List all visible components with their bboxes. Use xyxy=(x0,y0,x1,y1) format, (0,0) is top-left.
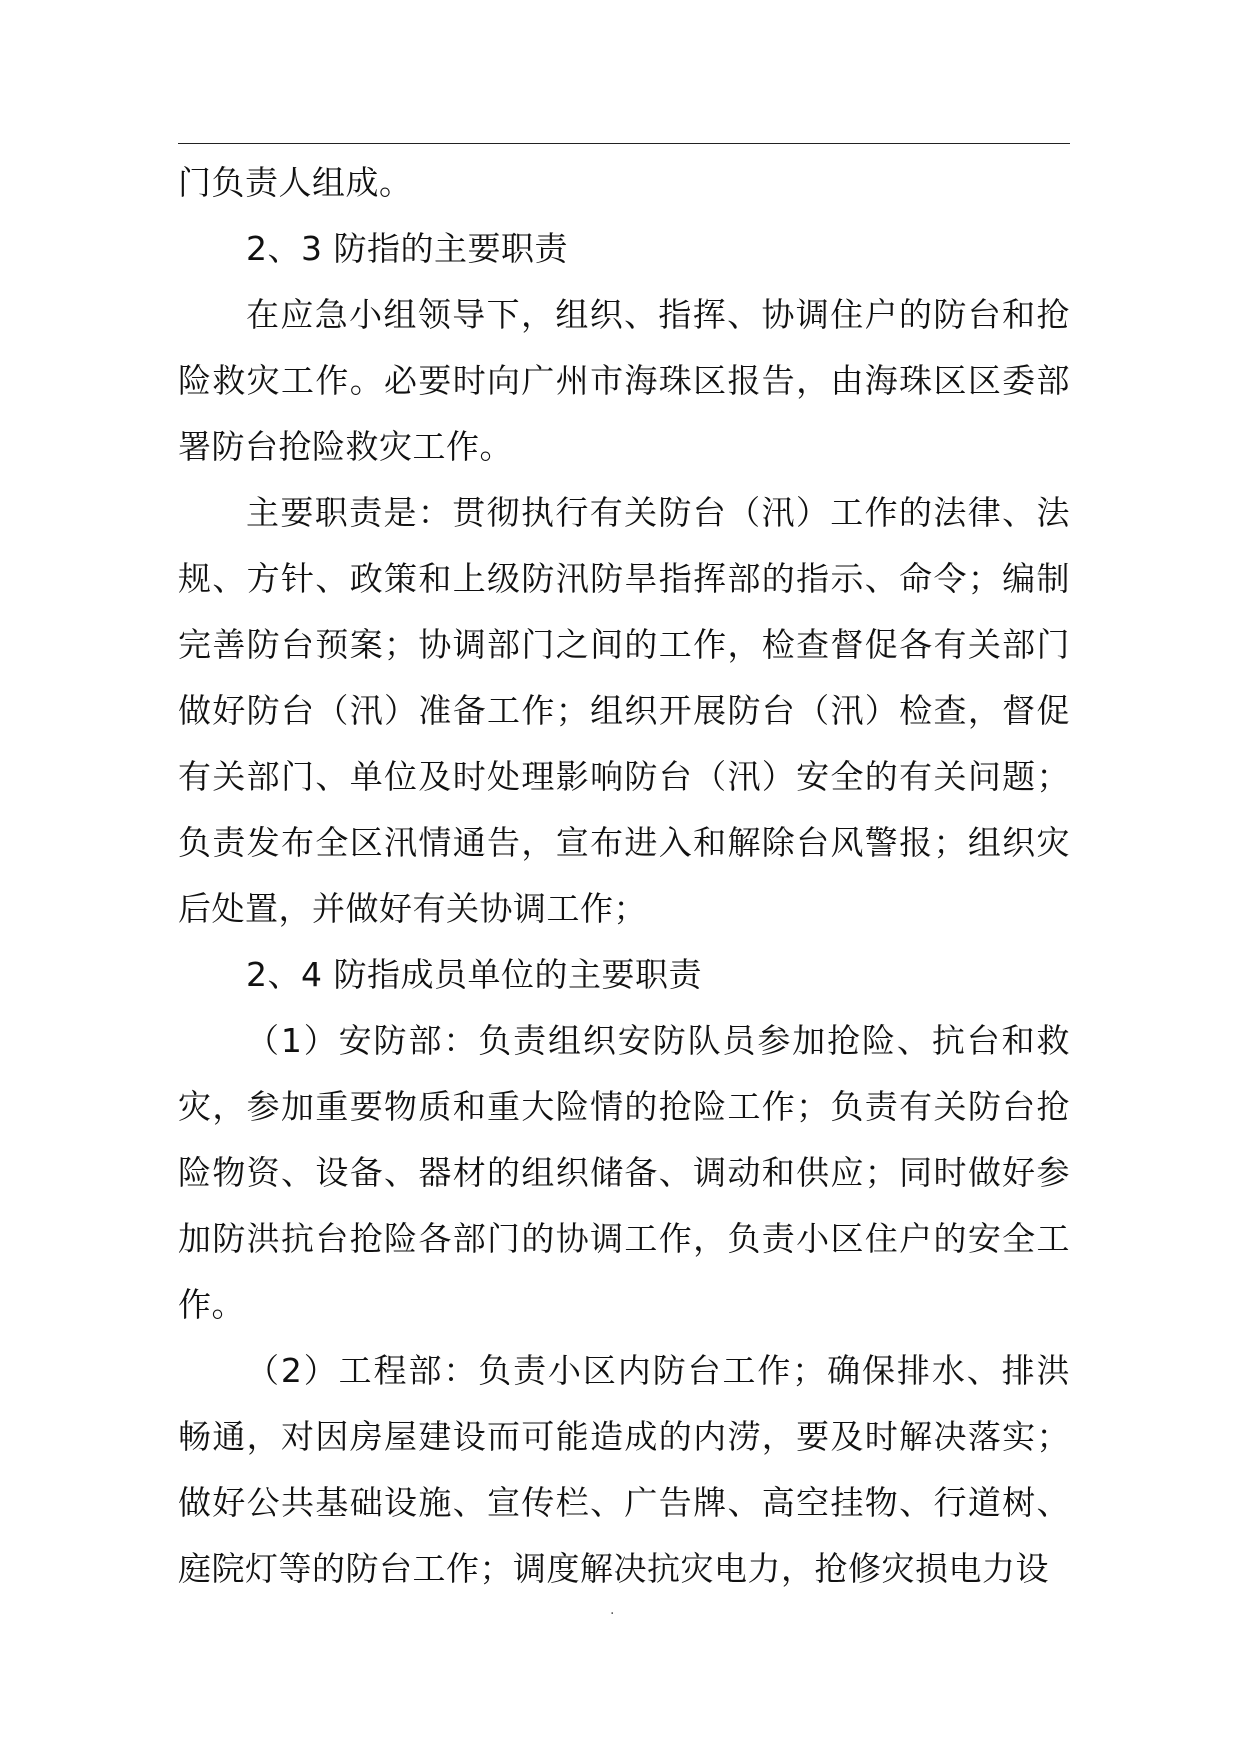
paragraph-continuation: 门负责人组成。 xyxy=(178,163,413,202)
paragraph-main-duties: 主要职责是：贯彻执行有关防台（汛）工作的法律、法规、方针、政策和上级防汛防旱指挥部的指示、命令；编制完善防台预案；协调部门之间的工作，检查督促各有关部门做好防台（汛）准备工作；组织开展防台（汛）检查，督促有关部门、单位及时处理影响防台（汛）安全的有关问题；负责发布全区汛情通告，宣布进入和解除台风警报；组织灾后处置，并做好有关协调工作； xyxy=(178,493,1070,928)
header-rule xyxy=(178,143,1070,144)
paragraph-security-dept: （1）安防部：负责组织安防队员参加抢险、抗台和救灾，参加重要物质和重大险情的抢险工作；负责有关防台抢险物资、设备、器材的组织储备、调动和供应；同时做好参加防洪抗台抢险各部门的协调工作，负责小区住户的安全工作。 xyxy=(178,1021,1070,1324)
paragraph-command-duty: 在应急小组领导下，组织、指挥、协调住户的防台和抢险救灾工作。必要时向广州市海珠区报告，由海珠区区委部署防台抢险救灾工作。 xyxy=(178,295,1070,466)
section-heading-2-4: 2、4 防指成员单位的主要职责 xyxy=(246,955,702,994)
document-body xyxy=(178,150,1070,1602)
page-footer-mark: · xyxy=(610,1606,615,1622)
section-heading-2-3: 2、3 防指的主要职责 xyxy=(246,229,568,268)
paragraph-engineering-dept: （2）工程部：负责小区内防台工作；确保排水、排洪畅通，对因房屋建设而可能造成的内涝，要及时解决落实；做好公共基础设施、宣传栏、广告牌、高空挂物、行道树、庭院灯等的防台工作；调度解决抗灾电力，抢修灾损电力设 xyxy=(178,1351,1070,1588)
